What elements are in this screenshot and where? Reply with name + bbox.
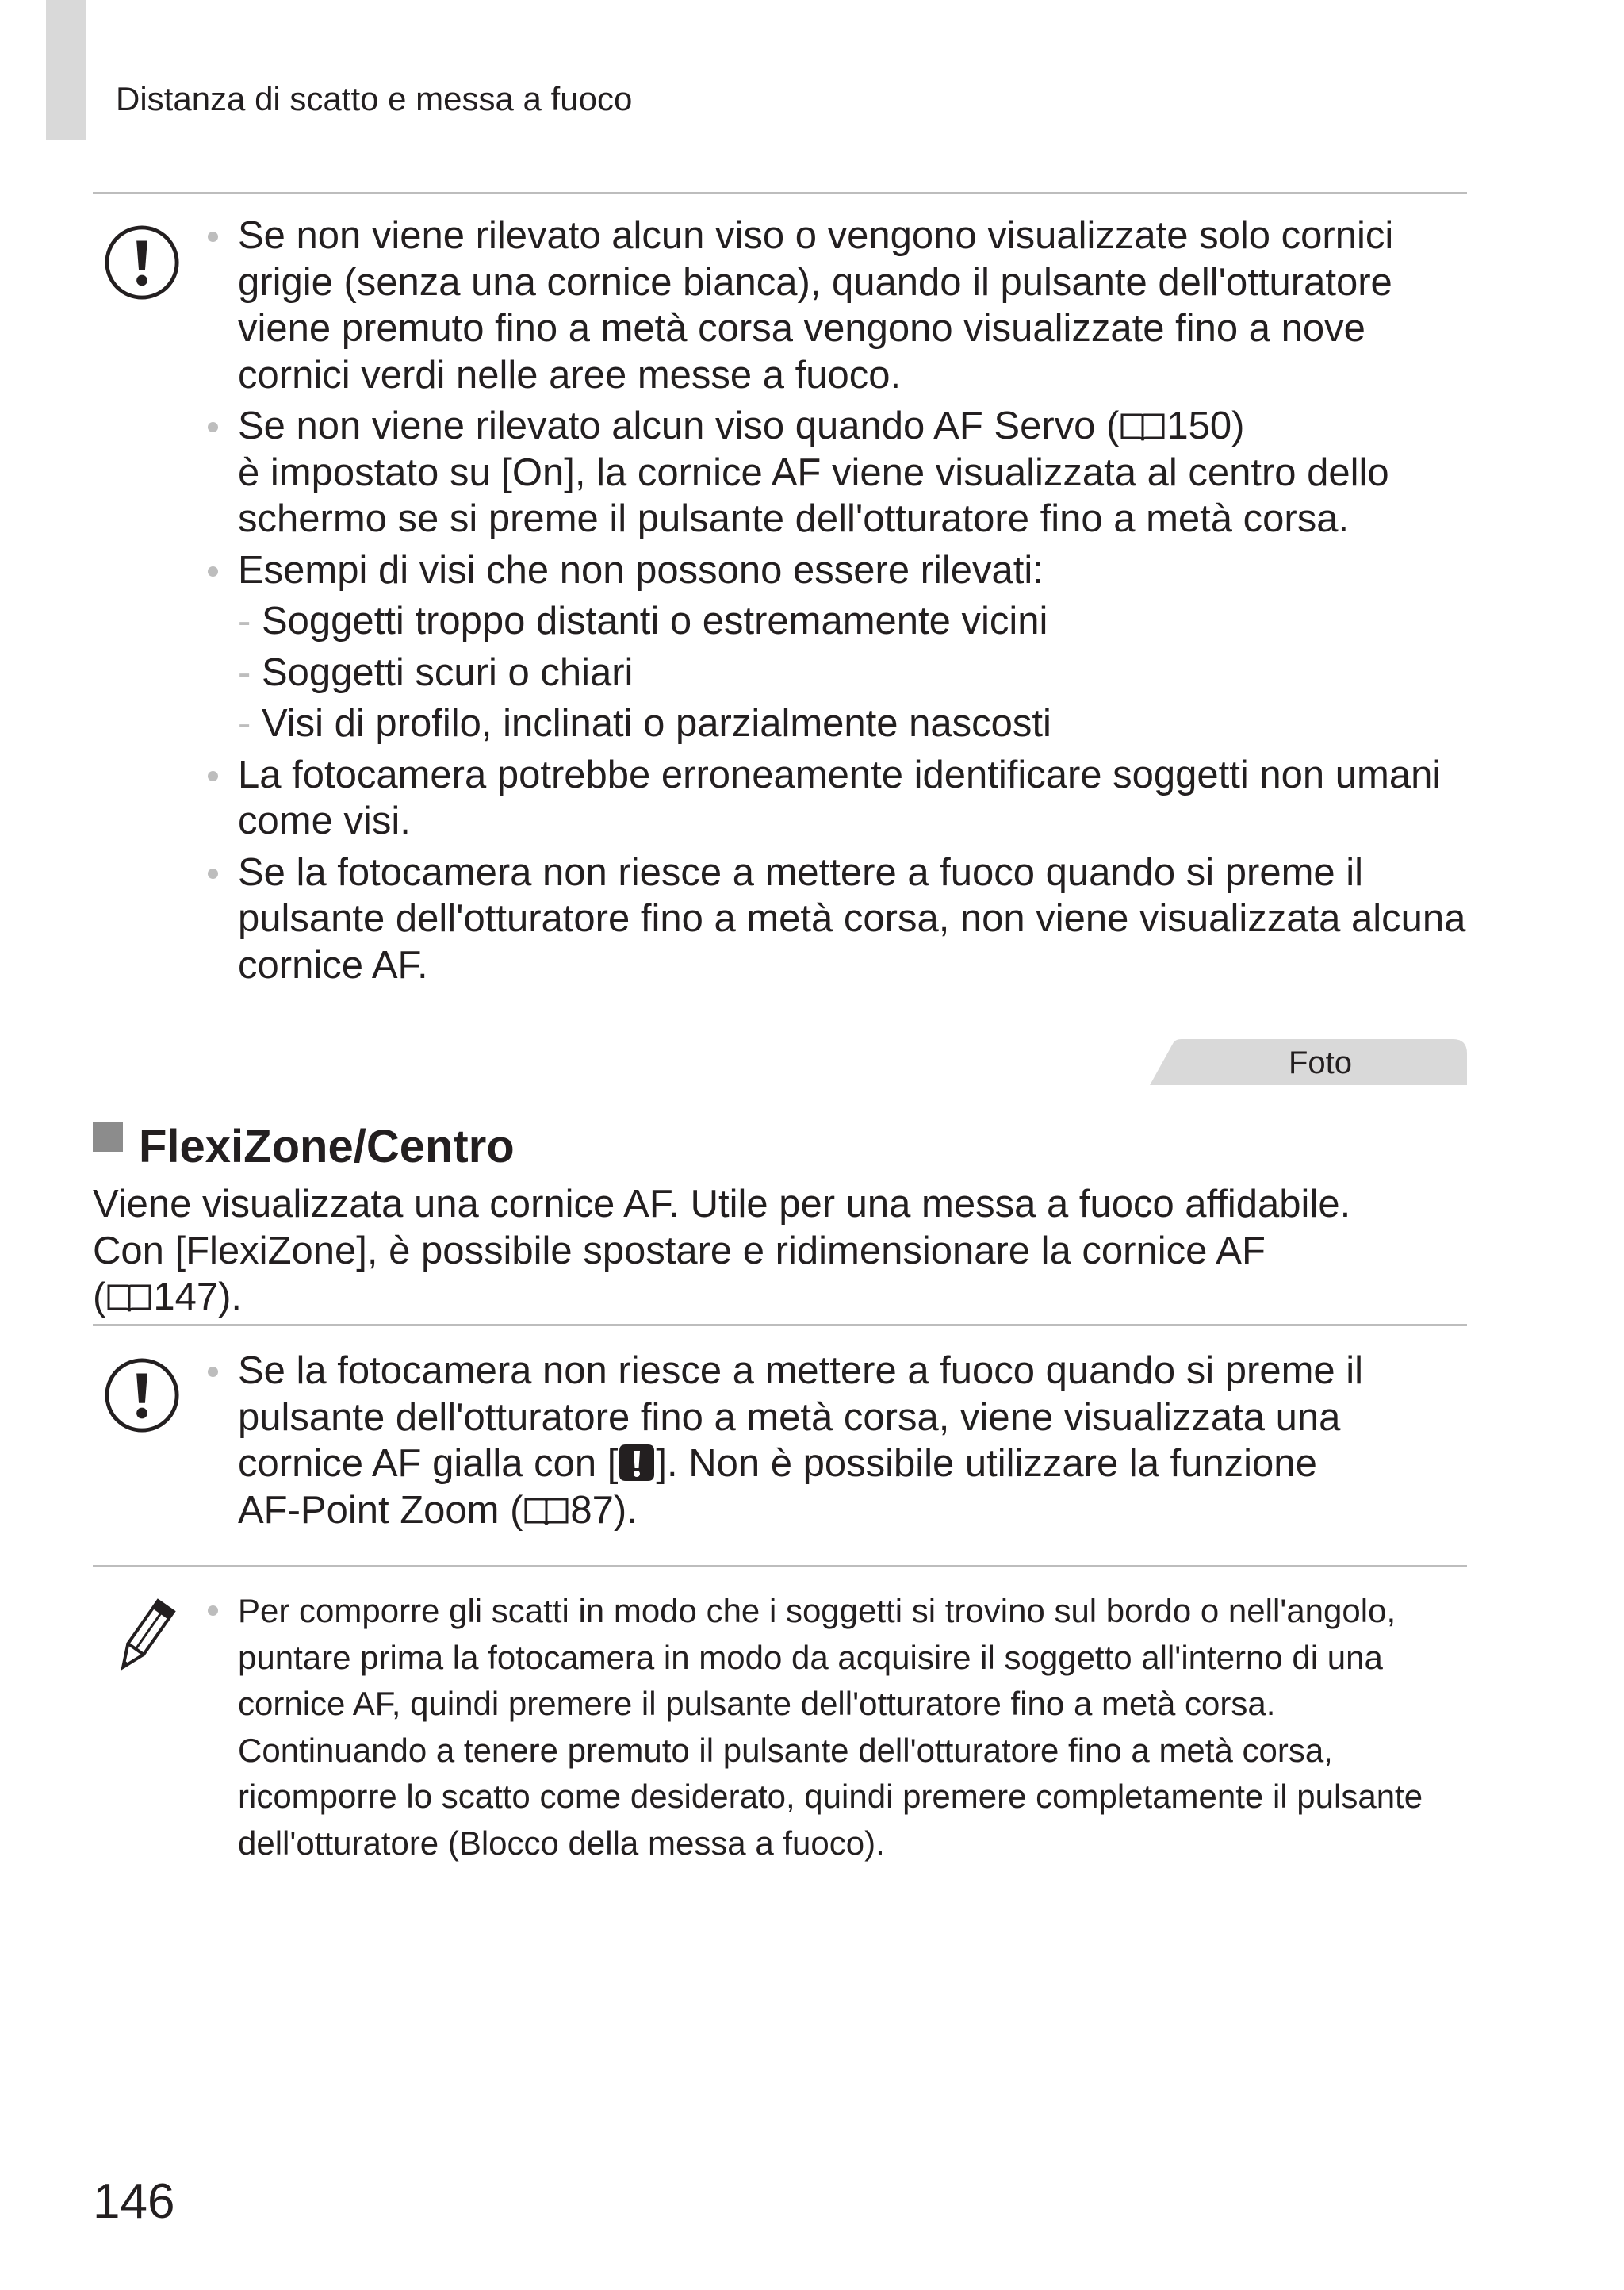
mode-tag-label: Foto [1288,1045,1352,1080]
caution-bullet [238,1348,1372,1533]
example-item [238,650,1475,696]
example-text: Visi di profilo, inclinati o parzialmente nascosti [262,702,1051,745]
section-body-line-2: Con [FlexiZone], è possibile spostare e ridimensionare la cornice AF [93,1229,1266,1272]
caution-bullet-3 [238,547,1475,747]
page-reference[interactable] [93,1274,1473,1321]
dash-marker: - [238,702,251,745]
book-reference-icon [523,1494,570,1528]
divider-bottom [93,1565,1467,1567]
caution-bullet-5: Se la fotocamera non riesce a mettere a fuoco quando si preme il pulsante dell'otturatore fino a metà corsa, non viene visualizzata alcuna cornice AF. [238,850,1475,989]
page-reference[interactable] [1119,405,1244,447]
example-item [238,598,1475,645]
running-header: Distanza di scatto e messa a fuoco [116,80,633,117]
example-text: Soggetti troppo distanti o estremamente vicini [262,600,1048,643]
caution-bullet-2-continuation: è impostato su [On], la cornice AF viene visualizzata al centro dello schermo se si preme il pulsante dell'otturatore fino a metà corsa. [238,451,1389,540]
dash-marker: - [238,600,251,643]
caution-bullet-2-text: Se non viene rilevato alcun viso quando AF Servo ( [238,405,1120,447]
section-body-line-1: Viene visualizzata una cornice AF. Utile per una messa a fuoco affidabile. [93,1183,1351,1226]
tip-text: Per comporre gli scatti in modo che i soggetti si trovino sul bordo o nell'angolo, puntare prima la fotocamera in modo da acquisire il soggetto all'interno di una cornice AF, quindi premere il pulsante dell'otturatore fino a metà corsa. Continuando a tenere premuto il pulsante dell'otturatore fino a metà corsa, ricomporre lo scatto come desiderato, quindi premere completamente il pulsante dell'otturatore (Blocco della messa a fuoco). [238,1588,1427,1866]
caution-bullet-2 [238,403,1475,543]
section-marker [93,1122,123,1152]
ref-open-paren: ( [93,1275,106,1318]
caution-text-after: ]. Non è possibile utilizzare la funzione AF-Point Zoom ( [238,1442,1317,1532]
af-warning-icon [618,1443,656,1483]
caution-icon [103,1356,181,1434]
divider-middle [93,1324,1467,1326]
tip-note [238,1588,1427,1866]
page-reference[interactable] [523,1489,637,1532]
caution-text-before: Se la fotocamera non riesce a mettere a fuoco quando si preme il pulsante dell'otturatore fino a metà corsa, viene visualizzata una cornice AF gialla con [ [238,1349,1364,1485]
caution-bullet-4: La fotocamera potrebbe erroneamente identificare soggetti non umani come visi. [238,752,1475,845]
dash-marker: - [238,650,251,694]
page-number: 146 [93,2174,175,2229]
example-item [238,700,1475,747]
caution-icon [103,224,181,301]
section-title: FlexiZone/Centro [139,1121,515,1172]
book-reference-icon [1119,410,1166,443]
caution-bullet-1: Se non viene rilevato alcun viso o vengono visualizzate solo cornici grigie (senza una cornice bianca), quando il pulsante dell'otturatore viene premuto fino a metà corsa vengono visualizzate fino a nove cornici verdi nelle aree messe a fuoco. [238,213,1475,398]
caution-note-2 [238,1348,1372,1533]
chapter-tab-bar [46,0,86,140]
caution-note-1 [238,213,1475,988]
book-reference-icon [105,1281,153,1314]
example-text: Soggetti scuri o chiari [262,650,634,694]
pencil-icon [109,1594,178,1682]
page-reference-number: 87). [570,1488,638,1532]
divider-top [93,192,1467,194]
caution-bullet-3-text: Esempi di visi che non possono essere rilevati: [238,548,1044,592]
section-body [93,1181,1473,1321]
page-reference-number: 150) [1166,405,1245,447]
page-reference-number: 147). [153,1275,243,1318]
